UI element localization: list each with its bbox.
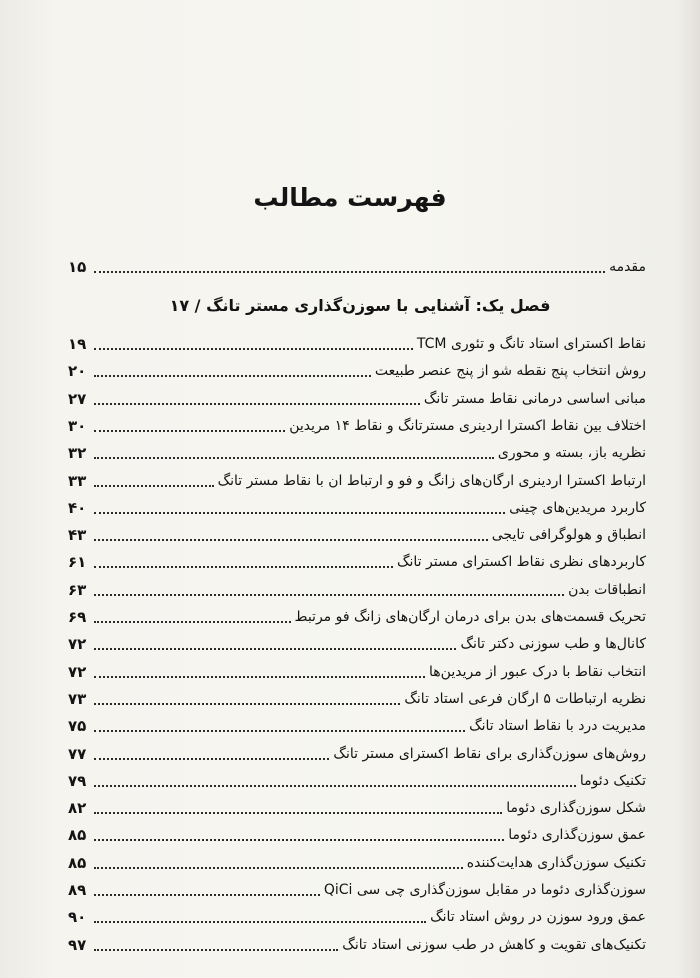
toc-intro-text: مقدمه <box>609 259 646 275</box>
toc-entry-text: ارتباط اکسترا اردینری ارگان‌های زانگ و فو و ارتباط ان با نقاط مستر تانگ <box>217 472 646 489</box>
toc-entry-page: ۸۵ <box>68 853 87 872</box>
toc-entry-row <box>68 382 646 408</box>
toc-entry-row <box>68 791 646 817</box>
toc-entry-row <box>68 682 646 708</box>
toc-entry-page: ۲۷ <box>68 389 87 408</box>
toc-entry-row <box>68 327 646 353</box>
toc-entry-page: ۴۰ <box>68 498 87 517</box>
dot-leader <box>94 348 413 350</box>
toc-entry-row <box>68 873 646 899</box>
toc-entry-row <box>68 900 646 926</box>
toc-entry-text: تکنیک‌های تقویت و کاهش در طب سوزنی استاد تانگ <box>342 936 646 953</box>
dot-leader <box>94 648 456 650</box>
toc-entry-page: ۲۰ <box>68 362 87 381</box>
toc-entry-row <box>68 518 646 544</box>
toc-entry-text: مبانی اساسی درمانی نقاط مستر تانگ <box>423 390 646 407</box>
toc-entry-text: کانال‌ها و طب سوزنی دکتر تانگ <box>460 636 646 653</box>
toc-entry-row <box>68 464 646 490</box>
toc-entry-row <box>68 709 646 735</box>
dot-leader <box>94 785 576 787</box>
toc-entry-row <box>68 737 646 763</box>
toc-entry-text: مدیریت درد با نقاط استاد تانگ <box>469 718 646 735</box>
dot-leader <box>94 758 329 760</box>
toc-entry-page: ۹۷ <box>68 935 87 954</box>
toc-entry-page: ۴۳ <box>68 526 87 545</box>
dot-leader <box>94 839 504 841</box>
toc-entry-text: انطباقات بدن <box>568 581 646 598</box>
toc-entry-row <box>68 491 646 517</box>
toc-entry-row <box>68 409 646 435</box>
toc-entry-page: ۷۲ <box>68 635 87 654</box>
toc-intro-page: ۱۵ <box>68 258 87 276</box>
dot-leader <box>94 271 605 273</box>
toc-entry-page: ۶۱ <box>68 553 87 572</box>
dot-leader <box>94 539 488 541</box>
dot-leader <box>94 949 338 951</box>
chapter-heading: فصل یک: آشنایی با سوزن‌گذاری مستر تانگ / ۱۷ <box>169 296 551 315</box>
toc-entry-page: ۷۳ <box>68 689 87 708</box>
toc-entry-row <box>68 573 646 599</box>
dot-leader <box>94 594 564 596</box>
dot-leader <box>94 430 285 432</box>
dot-leader <box>94 512 505 514</box>
toc-entry-row <box>68 818 646 844</box>
toc-entry-text: انطباق و هولوگرافی تایجی <box>491 527 646 544</box>
toc-entry-text: نظریه باز، بسته و محوری <box>497 445 646 462</box>
dot-leader <box>94 485 214 487</box>
toc-entry-text: نظریه ارتباطات ۵ ارگان فرعی استاد تانگ <box>404 690 646 707</box>
dot-leader <box>94 621 291 623</box>
toc-entry-page: ۶۹ <box>68 608 87 626</box>
toc-entry-row <box>68 545 646 571</box>
toc-entry-page: ۸۲ <box>68 799 87 818</box>
toc-entry-row <box>68 764 646 790</box>
toc-entry-text: سوزن‌گذاری دئوما در مقابل سوزن‌گذاری چی سی QiCi <box>323 882 646 898</box>
toc-entry-row <box>68 436 646 462</box>
page-title: فهرست مطالب <box>253 183 447 212</box>
dot-leader <box>94 375 371 377</box>
toc-entry-page: ۷۹ <box>68 771 87 790</box>
toc-entry-text: عمق ورود سوزن در روش استاد تانگ <box>430 909 646 926</box>
toc-entry-row <box>68 928 646 954</box>
toc-entry-page: ۳۲ <box>68 444 87 463</box>
toc-entry-page: ۷۷ <box>68 744 87 763</box>
toc-entry-page: ۳۳ <box>68 471 87 490</box>
toc-entry-page: ۷۵ <box>68 717 87 736</box>
toc-entry-text: اختلاف بین نقاط اکسترا اردینری مسترتانگ و نقاط ۱۴ مریدین <box>289 417 646 434</box>
toc-entry-page: ۳۰ <box>68 416 87 435</box>
dot-leader <box>94 730 465 732</box>
toc-entry-text: روش‌های سوزن‌گذاری برای نقاط اکسترای مستر تانگ <box>333 745 646 762</box>
dot-leader <box>94 812 502 814</box>
toc-entry-text: تکنیک دئوما <box>579 772 646 789</box>
toc-entry-text: تحریک قسمت‌های بدن برای درمان ارگان‌های زانگ فو مرتبط <box>294 609 646 625</box>
toc-entry-text: نقاط اکسترای استاد تانگ و تئوری TCM <box>416 336 646 352</box>
dot-leader <box>94 457 494 459</box>
dot-leader <box>94 894 320 896</box>
dot-leader <box>94 703 400 705</box>
dot-leader <box>94 921 426 923</box>
page-edge-shadow <box>678 0 700 978</box>
toc-entry-page: ۱۹ <box>68 335 87 353</box>
dot-leader <box>94 867 463 869</box>
toc-entry-page: ۶۳ <box>68 580 87 599</box>
toc-entry-row <box>68 600 646 626</box>
toc-entry-page: ۷۲ <box>68 662 87 681</box>
toc-entry-row <box>68 846 646 872</box>
toc-entry-row <box>68 354 646 380</box>
toc-intro-row <box>68 250 646 276</box>
dot-leader <box>94 403 420 405</box>
dot-leader <box>94 566 393 568</box>
toc-entry-text: کاربرد مریدین‌های چینی <box>509 499 646 516</box>
toc-entry-row <box>68 655 646 681</box>
toc-entry-row <box>68 627 646 653</box>
toc-entry-text: روش انتخاب پنج نقطه شو از پنج عنصر طبیعت <box>374 363 646 380</box>
toc-entry-text: شکل سوزن‌گذاری دئوما <box>506 800 646 817</box>
toc-entry-text: تکنیک سوزن‌گذاری هدایت‌کننده <box>466 854 646 871</box>
toc-entry-page: ۸۵ <box>68 826 87 845</box>
toc-entry-text: کاربردهای نظری نقاط اکسترای مستر تانگ <box>396 554 646 571</box>
toc-entry-page: ۸۹ <box>68 881 87 899</box>
dot-leader <box>94 676 425 678</box>
toc-entry-text: انتخاب نقاط با درک عبور از مریدین‌ها <box>429 663 646 680</box>
toc-entry-text: عمق سوزن‌گذاری دئوما <box>508 827 646 844</box>
toc-entry-page: ۹۰ <box>68 908 87 927</box>
